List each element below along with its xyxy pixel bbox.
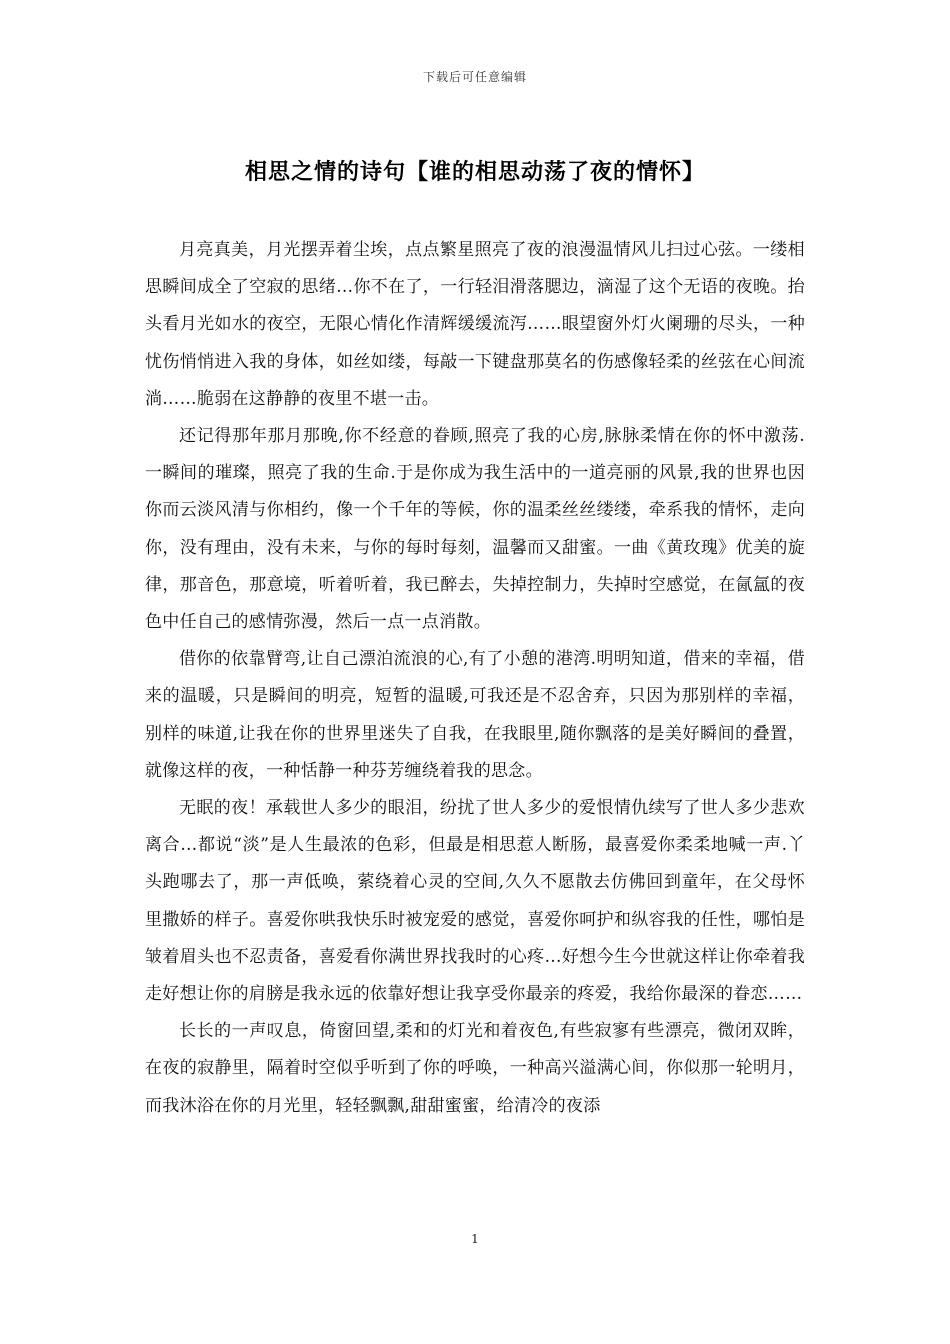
document-title: 相思之情的诗句【谁的相思动荡了夜的情怀】 — [244, 160, 705, 185]
paragraph-4: 无眠的夜！承载世人多少的眼泪，纷扰了世人多少的爱恨情仇续写了世人多少悲欢离合…都说“淡”是人生最浓的色彩，但最是相思惹人断肠，最喜爱你柔柔地喊一声.丫头跑哪去了，那一声低唤，萦绕着心灵的空间,久久不愿散去仿佛回到童年，在父母怀里撒娇的样子。喜爱你哄我快乐时被宠爱的感觉，喜爱你呵护和纵容我的任性，哪怕是皱着眉头也不忍责备，喜爱看你满世界找我时的心疼…好想今生今世就这样让你牵着我走好想让你的肩膀是我永远的依靠好想让我享受你最亲的疼爱，我给你最深的眷恋…… — [145, 798, 805, 1005]
header-note: 下载后可任意编辑 — [422, 70, 527, 84]
document-body — [145, 232, 805, 1125]
paragraph-1: 月亮真美，月光摆弄着尘埃，点点繁星照亮了夜的浪漫温情风儿扫过心弦。一缕相思瞬间成全了空寂的思绪…你不在了，一行轻泪滑落腮边，滴湿了这个无语的夜晚。抬头看月光如水的夜空，无限心情化作清辉缓缓流泻……眼望窗外灯火阑珊的尽头，一种忧伤悄悄进入我的身体，如丝如缕，每敲一下键盘那莫名的伤感像轻柔的丝弦在心间流淌……脆弱在这静静的夜里不堪一击。 — [145, 240, 805, 409]
paragraph-5: 长长的一声叹息，倚窗回望,柔和的灯光和着夜色,有些寂寥有些漂亮，微闭双眸，在夜的寂静里，隔着时空似乎听到了你的呼唤，一种高兴溢满心间，你似那一轮明月，而我沐浴在你的月光里，轻轻飘飘,甜甜蜜蜜，给清冷的夜添 — [145, 1021, 805, 1116]
page-number: 1 — [471, 1232, 479, 1246]
paragraph-3: 借你的依靠臂弯,让自己漂泊流浪的心,有了小憩的港湾.明明知道，借来的幸福，借来的温暖，只是瞬间的明亮，短暂的温暖,可我还是不忍舍弃，只因为那别样的幸福，别样的味道,让我在你的世界里迷失了自我，在我眼里,随你飘落的是美好瞬间的叠置，就像这样的夜，一种恬静一种芬芳缠绕着我的思念。 — [145, 649, 805, 781]
paragraph-2: 还记得那年那月那晚,你不经意的眷顾,照亮了我的心房,脉脉柔情在你的怀中激荡.一瞬间的璀璨，照亮了我的生命.于是你成为我生活中的一道亮丽的风景,我的世界也因你而云淡风清与你相约，像一个千年的等候，你的温柔丝丝缕缕，牵系我的情怀，走向你，没有理由，没有未来，与你的每时每刻，温馨而又甜蜜。一曲《黄玫瑰》优美的旋律，那音色，那意境，听着听着，我已醉去，失掉控制力，失掉时空感觉，在氤氲的夜色中任自己的感情弥漫，然后一点一点消散。 — [145, 426, 805, 633]
